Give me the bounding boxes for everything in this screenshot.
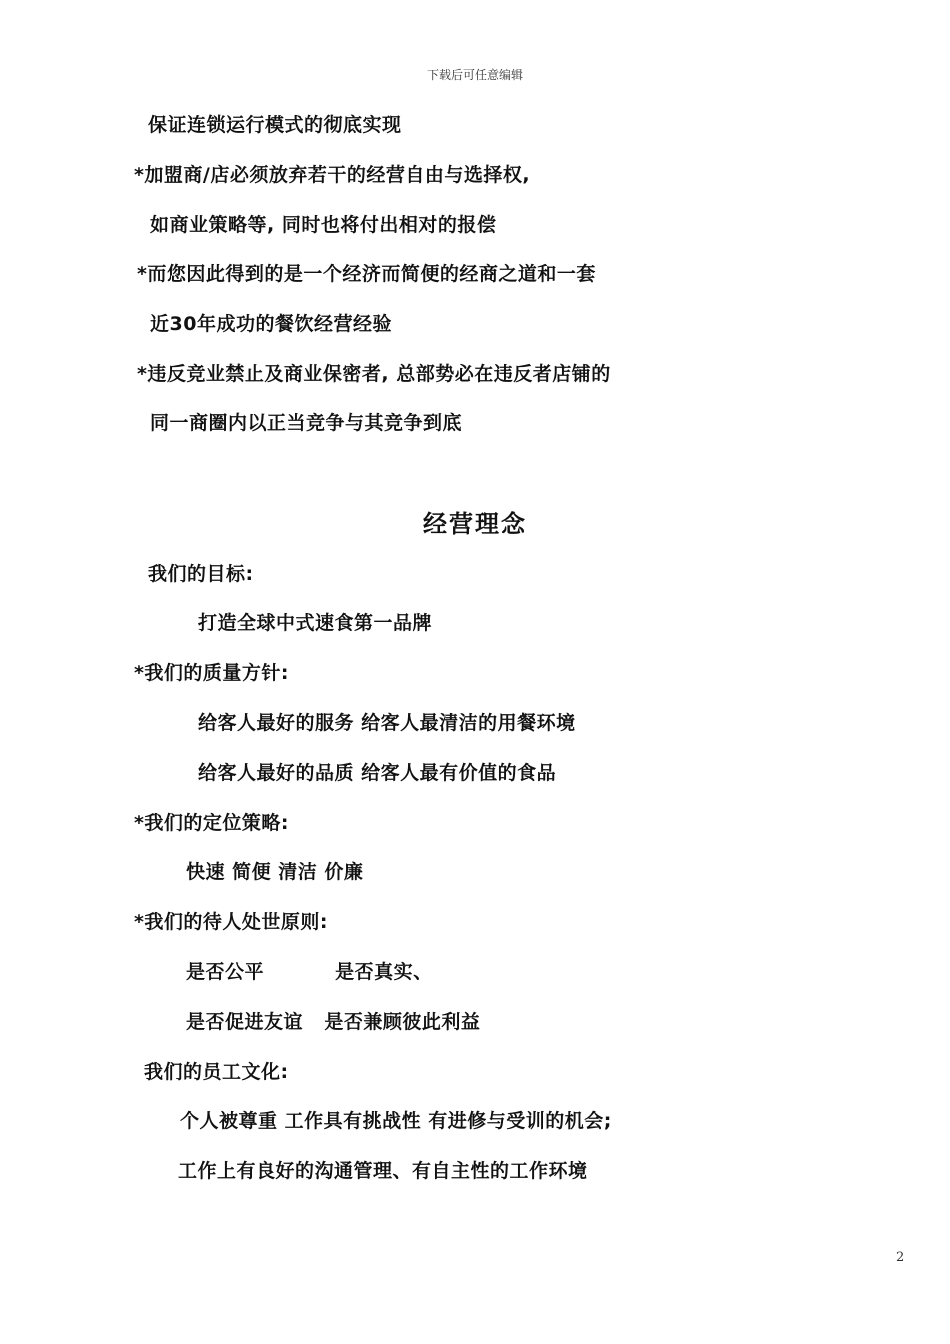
intro-line-2: *加盟商/店必须放弃若干的经营自由与选择权, xyxy=(134,164,531,186)
culture-line-2: 工作上有良好的沟通管理、有自主性的工作环境 xyxy=(178,1160,588,1182)
principles-line-1: 是否公平 是否真实、 xyxy=(186,961,433,983)
quality-line-1: 给客人最好的服务 给客人最清洁的用餐环境 xyxy=(198,712,576,734)
intro-line-5: 近30年成功的餐饮经营经验 xyxy=(150,313,392,335)
positioning-label: *我们的定位策略: xyxy=(134,812,290,834)
page-header: 下载后可任意编辑 xyxy=(426,68,523,82)
principles-label: *我们的待人处世原则: xyxy=(134,911,329,933)
page-number: 2 xyxy=(896,1250,905,1265)
culture-line-1: 个人被尊重 工作具有挑战性 有进修与受训的机会; xyxy=(180,1110,612,1132)
intro-line-4: *而您因此得到的是一个经济而简便的经商之道和一套 xyxy=(137,263,596,285)
intro-line-7: 同一商圈内以正当竞争与其竞争到底 xyxy=(150,412,463,434)
intro-line-3: 如商业策略等, 同时也将付出相对的报偿 xyxy=(150,214,497,236)
quality-line-2: 给客人最好的品质 给客人最有价值的食品 xyxy=(198,762,557,784)
intro-line-6: *违反竞业禁止及商业保密者, 总部势必在违反者店铺的 xyxy=(137,363,611,385)
goal-text: 打造全球中式速食第一品牌 xyxy=(198,612,433,634)
goal-label: 我们的目标: xyxy=(148,563,254,585)
section-title: 经营理念 xyxy=(423,510,527,538)
intro-line-1: 保证连锁运行模式的彻底实现 xyxy=(148,114,402,136)
principles-line-2: 是否促进友谊 是否兼顾彼此利益 xyxy=(186,1011,481,1033)
quality-label: *我们的质量方针: xyxy=(134,662,290,684)
positioning-text: 快速 简便 清洁 价廉 xyxy=(186,861,364,883)
culture-label: 我们的员工文化: xyxy=(144,1061,289,1083)
